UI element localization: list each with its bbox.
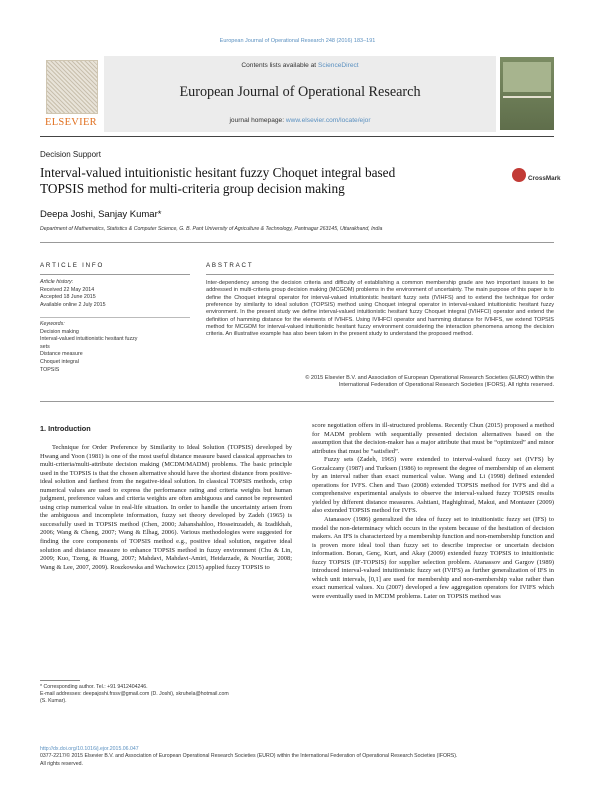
journal-title: European Journal of Operational Research xyxy=(179,84,421,100)
sciencedirect-link[interactable]: ScienceDirect xyxy=(317,62,359,69)
keyword: Distance measure xyxy=(40,351,83,358)
doi-link[interactable]: http://dx.doi.org/10.1016/j.ejor.2015.06.047 xyxy=(40,746,139,752)
cover-inner xyxy=(503,62,551,92)
abstract-text: Inter-dependency among the decision criteria and difficulty of establishing a common membership grade are two important issues to be addressed in multi-criteria group decision making (MCGDM) problems in the environment of uncertainty. The main purpose of this paper is to define the Choquet integral operator for interval-valued intuitionistic hesitant fuzzy sets (IVIHFS) and to extend the technique for order preference by similarity to ideal solution (TOPSIS) method using Choquet integral operator in interval-valued intuitionistic hesitant fuzzy environment. In the present study we define interval-valued intuitionistic hesitant fuzzy Choquet integral (IVIHFCI) operator and extend the definition of hamming distance for the elements of IVIHFS. Using IVIHFCI operator and hamming distance for IVIHFS, we extend TOPSIS method for MCGDM for interval-valued intuitionistic hesitant fuzzy environment considering the interaction phenomena among the decision criteria. An illustrative example has also been taken in the present study to understand the proposed method. xyxy=(206,280,554,338)
header-rule xyxy=(40,136,554,137)
cover-band xyxy=(503,96,551,98)
crossmark-label[interactable]: CrossMark xyxy=(528,175,561,182)
left-column xyxy=(40,444,292,572)
contents-line: Contents lists available at ScienceDirect xyxy=(241,62,359,69)
keyword: sets xyxy=(40,343,50,350)
crossmark-icon[interactable] xyxy=(512,168,526,182)
keywords-rule xyxy=(40,317,190,318)
page-footer: http://dx.doi.org/10.1016/j.ejor.2015.06.047 0377-2217/© 2015 Elsevier B.V. and Association of European Operational Research Societies (EURO) within the International Federation of Operational Research Societies (IFORS). All rights reserved. xyxy=(40,746,554,768)
paper-title: Interval-valued intuitionistic hesitant fuzzy Choquet integral based TOPSIS method for multi-criteria group decision making xyxy=(40,165,396,196)
right-column xyxy=(312,422,554,601)
paragraph: Technique for Order Preference by Similarity to Ideal Solution (TOPSIS) developed by Hwang and Yoon (1981) is one of the most useful distance measure based classical approaches to multi-criteria/multi-attribute decision making (MCDM/MADM) problems. The basic principle used in the TOPSIS is that the chosen alternative should have the shortest distance from positive-ideal solution and farthest from the negative-ideal solution. In classical TOPSIS methods, crisp numerical values are used to express the performance rating and criteria weights but human judgment, preference values and criteria weights are often ambiguous and cannot be represented using crisp numerical value in real-life situation. In order to handle the uncertainty arisen from the ambiguous and incomplete information, fuzzy set theory developed by Zadeh (1965) is successfully used in TOPSIS method (Chen, 2000; Jahanshahloo, Hosseinzadeh, & Izadikhah, 2006; Wang & Cheng, 2007; Wang & Elhag, 2006). Various methodologies were suggested for finding the core components of TOPSIS method e.g., positive ideal solution, negative ideal solution and distance measure to enhance TOPSIS method in fuzzy environment (Chu & Lin, 2009; Kuo, Tzeng, & Huang, 2007; Mahdavi, Mahdavi-Amiri, Heidarzade, & Nourifar, 2008; Wang & Lee, 2007, 2009). Roszkowska and Wachowicz (2015) applied fuzzy TOPSIS to xyxy=(40,444,292,571)
keyword: TOPSIS xyxy=(40,366,60,373)
section-label: Decision Support xyxy=(40,150,101,159)
affiliation: Department of Mathematics, Statistics & Computer Science, G. B. Pant University of Agriculture & Technology, Pantnagar 263145, Uttarakhand, India xyxy=(40,226,383,232)
publisher-name: ELSEVIER xyxy=(45,117,97,128)
email-addresses[interactable]: E-mail addresses: deepajoshi.frssv@gmail.com (D. Joshi), skruhela@hotmail.com xyxy=(40,691,229,698)
journal-homepage: journal homepage: www.elsevier.com/locate/ejor xyxy=(229,117,371,124)
abstract-rule xyxy=(206,274,554,275)
article-history: Article history: Received 22 May 2014 Accepted 18 June 2015 Available online 2 July 2015 xyxy=(40,279,106,308)
abstract-copyright: © 2015 Elsevier B.V. and Association of European Operational Research Societies (EURO) within the International Federation of Operational Research Societies (IFORS). All rights reserved. xyxy=(305,375,554,389)
authors: Deepa Joshi, Sanjay Kumar* xyxy=(40,209,162,220)
elsevier-tree-icon xyxy=(46,60,98,114)
footnote-rule xyxy=(40,680,80,681)
paragraph: Fuzzy sets (Zadeh, 1965) were extended to interval-valued fuzzy set (IVFS) by Gorzalczany (1987) and Turksen (1986) to represent the degree of membership of an element by an interval rather than exact numerical value. Wang and Li (1998) defined extended operations for IVFS. Chen and Tsao (2008) extended TOPSIS method for IVFS and did a comprehensive experimental analysis to observe the interval-valued fuzzy TOPSIS results yielded by different distance measures. Ashtiani, Haghighirad, Makui, and Montazer (2009) also extended TOPSIS method for IVFS. xyxy=(312,456,554,515)
paragraph: score negotiation offers in ill-structured problems. Recently Chun (2015) proposed a method for MADM problem with sequentially presented decision alternatives based on the assumption that the decision-maker has a major attribute that must be “optimized” and minor attributes that must be “satisfied”. xyxy=(312,422,554,455)
journal-citation[interactable]: European Journal of Operational Research 248 (2016) 183–191 xyxy=(219,38,376,44)
homepage-link[interactable]: www.elsevier.com/locate/ejor xyxy=(285,117,371,124)
abstract-bottom-rule xyxy=(40,401,554,402)
intro-heading: 1. Introduction xyxy=(40,424,91,433)
article-info-rule xyxy=(40,274,190,275)
affiliation-rule xyxy=(40,242,554,243)
abstract-heading: ABSTRACT xyxy=(206,262,254,269)
paragraph: Atanassov (1986) generalized the idea of fuzzy set to intuitionistic fuzzy set (IFS) to model the non-determinacy which occurs in the system because of the hesitation of decision makers. An IFS is characterized by a membership function and non-membership function and is proven more ideal tool than fuzzy set to describe imprecise or uncertain decision information. Boran, Genç, Kurt, and Akay (2009) extended fuzzy TOPSIS to intuitionistic fuzzy TOPSIS (IF-TOPSIS) for supplier selection problem. Atanassov and Gargov (1989) introduced interval-valued intuitionistic fuzzy set (IVIFS) as further generalization of IFS in which unit intervals, [0,1] are used for membership and non-membership value rather than exact numerical values. Xu (2007) developed a few aggregation operators for IVIFS which were eventually used in MCDM problems. Later on TOPSIS method was xyxy=(312,516,554,600)
keywords: Keywords: Decision making Interval-valued intuitionistic hesitant fuzzy sets Distance measure Choquet integral TOPSIS xyxy=(40,321,190,374)
keyword: Decision making xyxy=(40,328,79,335)
footnote: * Corresponding author. Tel.: +91 9412404246. E-mail addresses: deepajoshi.frssv@gmail.com (D. Joshi), skruhela@hotmail.com (S. Kumar). xyxy=(40,684,292,706)
keyword: Choquet integral xyxy=(40,358,79,365)
keyword: Interval-valued intuitionistic hesitant fuzzy xyxy=(40,336,138,343)
article-info-heading: ARTICLE INFO xyxy=(40,262,105,269)
